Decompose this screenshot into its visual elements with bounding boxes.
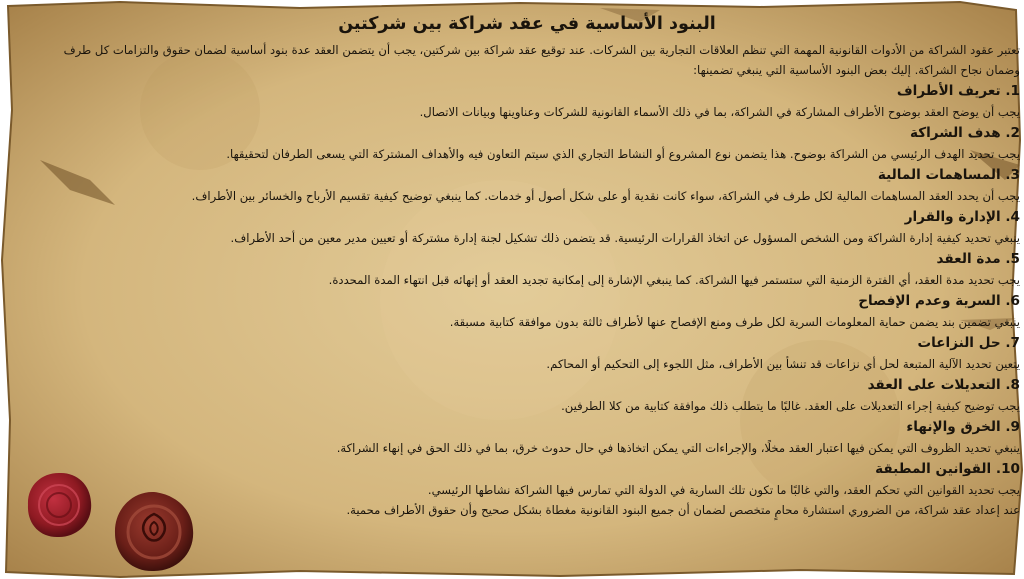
section-4 [34,207,1020,248]
intro-paragraph: تعتبر عقود الشراكة من الأدوات القانونية المهمة التي تنظم العلاقات التجارية بين الشركات. عند توقيع عقد شراكة بين شركتين، يجب أن يتضمن العقد عدة بنود أساسية لضمان حقوق والتزامات كل طرف وضمان نجاح الشراكة. إليك بعض البنود الأساسية التي ينبغي تضمينها: [63,43,1020,77]
section-5 [34,249,1020,290]
document-content [34,12,1020,572]
section-heading: 9. الخرق والإنهاء [906,419,1020,435]
section-body: يجب تحديد الهدف الرئيسي من الشراكة بوضوح. هذا يتضمن نوع المشروع أو النشاط التجاري الذي سيتم التعاون فيه والأهداف المشتركة التي يسعى الطرفان لتحقيقها. [226,147,1020,161]
section-8 [34,375,1020,416]
conclusion-paragraph: عند إعداد عقد شراكة، من الضروري استشارة محامٍ متخصص لضمان أن جميع البنود القانونية مغطاة بشكل صحيح وأن حقوق الأطراف محمية. [346,503,1020,517]
page-title: البنود الأساسية في عقد شراكة بين شركتين [338,14,716,34]
section-1 [34,81,1020,122]
section-heading: 7. حل النزاعات [917,335,1020,351]
section-9 [34,417,1020,458]
section-body: ينبغي تحديد الظروف التي يمكن فيها اعتبار العقد مخلًا، والإجراءات التي يمكن اتخاذها في حال حدوث خرق، بما في ذلك الحق في إنهاء الشراكة. [336,441,1020,455]
section-body: يجب أن يحدد العقد المساهمات المالية لكل طرف في الشراكة، سواء كانت نقدية أو على شكل أصول أو خدمات. كما ينبغي توضيح كيفية تقسيم الأرباح والخسائر بين الأطراف. [191,189,1020,203]
section-heading: 6. السرية وعدم الإفصاح [858,293,1020,309]
section-heading: 8. التعديلات على العقد [867,377,1020,393]
section-heading: 2. هدف الشراكة [909,125,1020,141]
section-heading: 1. تعريف الأطراف [896,83,1020,99]
section-2 [34,123,1020,164]
section-6 [34,291,1020,332]
section-heading: 5. مدة العقد [936,251,1020,267]
section-3 [34,165,1020,206]
section-body: يجب توضيح كيفية إجراء التعديلات على العقد. غالبًا ما يتطلب ذلك موافقة كتابية من كلا الطرفين. [561,399,1020,413]
section-7 [34,333,1020,374]
section-body: يتعين تحديد الآلية المتبعة لحل أي نزاعات قد تنشأ بين الأطراف، مثل اللجوء إلى التحكيم أو المحاكم. [546,357,1020,371]
section-body: ينبغي تضمين بند يضمن حماية المعلومات السرية لكل طرف ومنع الإفصاح عنها لأطراف ثالثة بدون موافقة كتابية مسبقة. [449,315,1020,329]
section-heading: 10. القوانين المطبقة [875,461,1020,477]
section-10 [34,459,1020,500]
section-body: يجب أن يوضح العقد بوضوح الأطراف المشاركة في الشراكة، بما في ذلك الأسماء القانونية للشركات وعناوينها وبيانات الاتصال. [419,105,1020,119]
section-body: يجب تحديد القوانين التي تحكم العقد، والتي غالبًا ما تكون تلك السارية في الدولة التي تمارس فيها الشراكة نشاطها الرئيسي. [427,483,1020,497]
section-body: يجب تحديد مدة العقد، أي الفترة الزمنية التي ستستمر فيها الشراكة. كما ينبغي الإشارة إلى إمكانية تجديد العقد أو إنهائه قبل انتهاء المدة المحددة. [328,273,1020,287]
section-body: ينبغي تحديد كيفية إدارة الشراكة ومن الشخص المسؤول عن اتخاذ القرارات الرئيسية. قد يتضمن ذلك تشكيل لجنة إدارة مشتركة أو تعيين مدير معين من أحد الأطراف. [230,231,1020,245]
section-heading: 3. المساهمات المالية [877,167,1020,183]
section-heading: 4. الإدارة والقرار [904,209,1020,225]
